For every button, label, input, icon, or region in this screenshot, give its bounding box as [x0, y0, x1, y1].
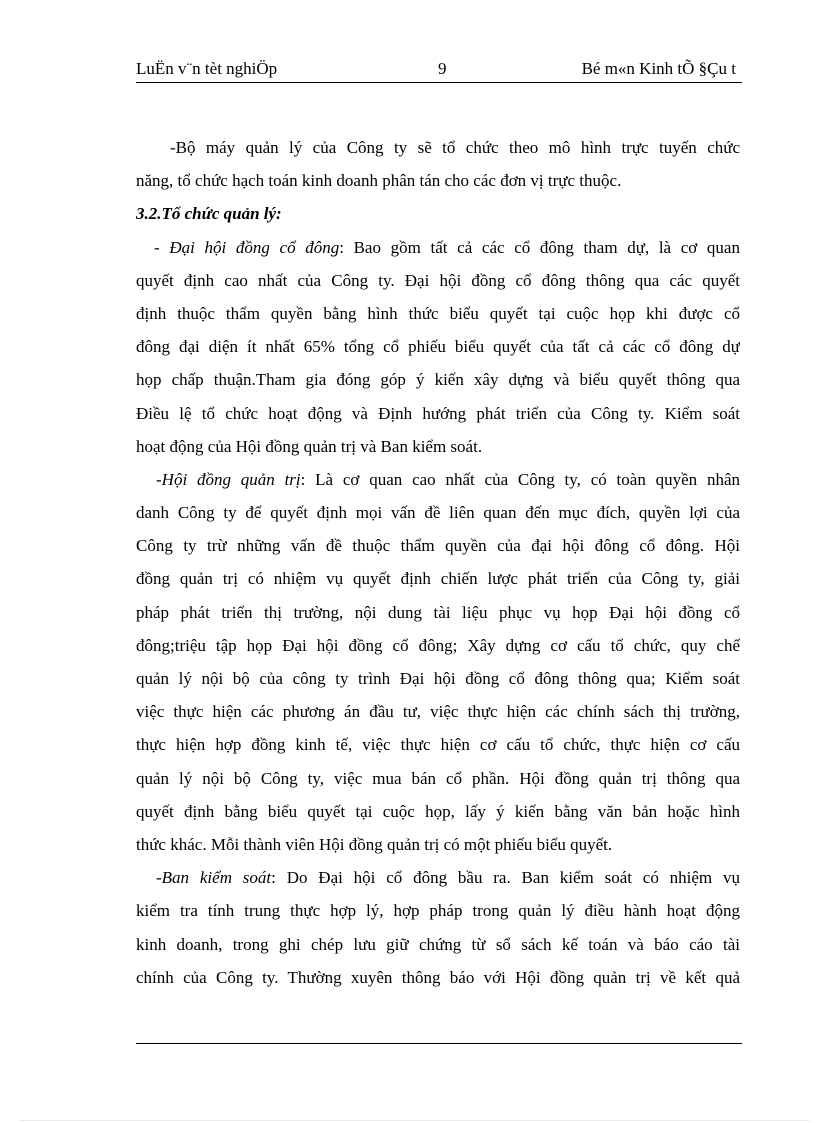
text-line: đông đại diện ít nhất 65% tổng cổ phiếu biểu quyết của tất cả các cổ đông dự — [136, 337, 740, 357]
text-span: : Do Đại hội cổ đông bầu ra. Ban kiểm soát có nhiệm vụ — [271, 868, 740, 888]
text-line: quyết định bằng biểu quyết tại cuộc họp, lấy ý kiến bằng văn bản hoặc hình — [136, 801, 740, 821]
page-number: 9 — [438, 59, 447, 78]
text-line: hoạt động của Hội đồng quản trị và Ban kiểm soát. — [136, 436, 483, 456]
footer-divider — [136, 1043, 742, 1044]
text-line — [136, 463, 740, 496]
text-line: -Bộ máy quản lý của Công ty sẽ tổ chức theo mô hình trực tuyến chức — [170, 138, 740, 157]
text-line — [136, 861, 740, 894]
text-line: kiểm tra tính trung thực hợp lý, hợp pháp trong quản lý điều hành hoạt động — [136, 901, 740, 921]
list-prefix: - — [154, 237, 170, 257]
page-header — [136, 58, 742, 82]
text-line: danh Công ty để quyết định mọi vấn đề liên quan đến mục đích, quyền lợi của — [136, 503, 740, 523]
text-line: năng, tổ chức hạch toán kinh doanh phân tán cho các đơn vị trực thuộc. — [136, 171, 622, 191]
header-department: Bé m«n Kinh tÕ §Çu t — [581, 59, 736, 78]
term-general-meeting: Đại hội đồng cổ đông — [169, 237, 340, 257]
term-supervisory-board: Ban kiểm soát — [161, 868, 272, 888]
text-line: đông;triệu tập họp Đại hội đồng cổ đông; Xây dựng cơ cấu tổ chức, quy chế — [136, 635, 740, 655]
text-line: kinh doanh, trong ghi chép lưu giữ chứng từ sổ sách kế toán và báo cáo tài — [136, 934, 740, 954]
text-line: định thuộc thẩm quyền bằng hình thức biểu quyết tại cuộc họp khi được cổ — [136, 303, 740, 323]
text-line: quản lý nội bộ Công ty, việc mua bán cổ phần. Hội đồng quản trị thông qua — [136, 768, 740, 788]
text-line: thức khác. Mỗi thành viên Hội đồng quản trị có một phiếu biểu quyết. — [136, 834, 613, 854]
header-thesis-title: LuËn v¨n tèt nghiÖp — [136, 59, 278, 78]
text-line: thực hiện hợp đồng kinh tế, việc thực hiện cơ cấu tổ chức, thực hiện cơ cấu — [136, 735, 740, 755]
list-prefix: - — [156, 469, 162, 489]
text-span: : Là cơ quan cao nhất của Công ty, có toàn quyền nhân — [300, 469, 740, 489]
term-board-of-directors: Hội đồng quản trị — [161, 469, 301, 489]
text-line: đồng quản trị có nhiệm vụ quyết định chiến lược phát triển của Công ty, giải — [136, 569, 740, 589]
text-line: Điều lệ tổ chức hoạt động và Định hướng phát triển của Công ty. Kiểm soát — [136, 403, 740, 423]
text-line: họp chấp thuận.Tham gia đóng góp ý kiến xây dựng và biểu quyết thông qua — [136, 370, 740, 390]
text-line: việc thực hiện các phương án đầu tư, việc thực hiện các chính sách thị trường, — [136, 702, 740, 722]
text-line: pháp phát triển thị trường, nội dung tài liệu phục vụ họp Đại hội đồng cổ — [136, 602, 740, 622]
text-line: quản lý nội bộ của công ty trình Đại hội đồng cổ đông thông qua; Kiểm soát — [136, 669, 740, 688]
header-divider — [136, 82, 742, 83]
text-line — [136, 231, 740, 264]
list-prefix: - — [156, 868, 162, 888]
text-line: Công ty trừ những vấn đề thuộc thẩm quyền của đại hội đông cổ đông. Hội — [136, 536, 740, 556]
text-line: chính của Công ty. Thường xuyên thông báo với Hội đồng quản trị về kết quả — [136, 967, 740, 987]
section-heading: 3.2.Tổ chức quản lý: — [136, 204, 282, 224]
page-edge-dotted-line — [20, 1120, 810, 1121]
text-line: quyết định cao nhất của Công ty. Đại hội đồng cổ đông thông qua các quyết — [136, 270, 740, 290]
text-span: : Bao gồm tất cả các cổ đông tham dự, là cơ quan — [339, 237, 740, 257]
document-body — [136, 131, 740, 994]
